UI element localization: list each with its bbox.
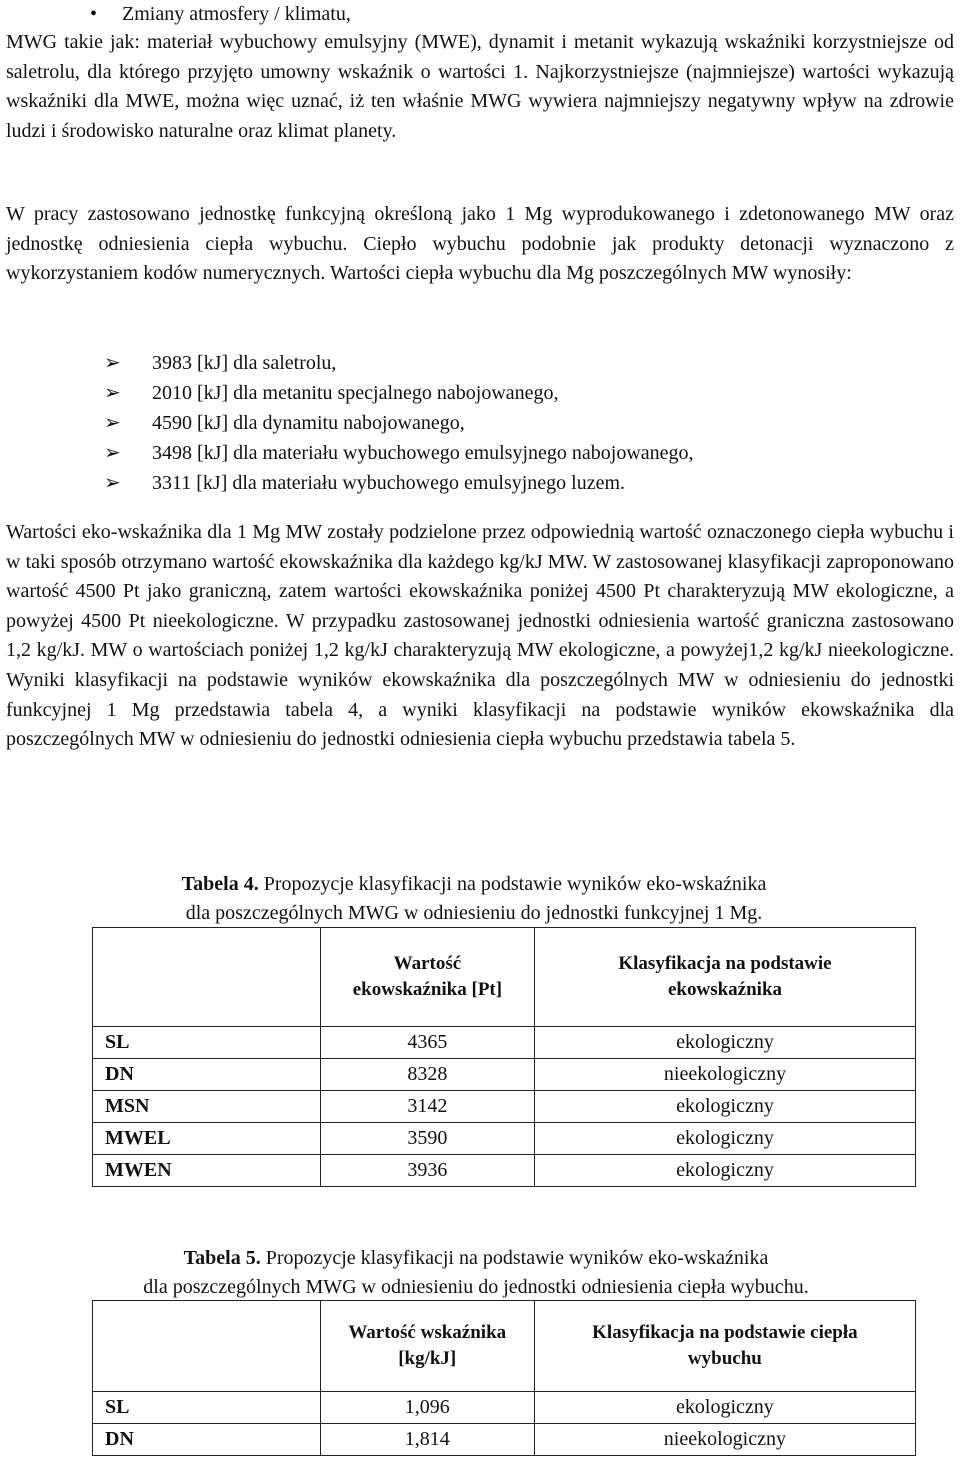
header-value-cell [320, 1301, 534, 1392]
header-class-line1: Klasyfikacja na podstawie ciepła [592, 1322, 858, 1343]
row-label: SL [93, 1392, 321, 1424]
table5 [92, 1300, 916, 1456]
row-label: SL [93, 1027, 321, 1059]
header-class-line1: Klasyfikacja na podstawie [618, 953, 832, 974]
table-row [93, 1123, 916, 1155]
arrow-bullet-icon: ➢ [104, 442, 121, 464]
table5-caption-label: Tabela 5. [183, 1247, 261, 1269]
row-label: MSN [93, 1091, 321, 1123]
row-class: nieekologiczny [535, 1059, 916, 1091]
arrow-bullet-icon: ➢ [104, 472, 121, 494]
header-class-cell [535, 928, 916, 1027]
table-header-row [93, 928, 916, 1027]
table4-caption-line1: Propozycje klasyfikacji na podstawie wyników eko-wskaźnika [258, 873, 767, 895]
row-class: ekologiczny [535, 1155, 916, 1187]
arrow-bullet-icon: ➢ [104, 382, 121, 404]
header-class-line2: ekowskaźnika [667, 979, 783, 1000]
table5-caption-line1: Propozycje klasyfikacji na podstawie wyników eko-wskaźnika [260, 1247, 769, 1269]
list-item-text: 3311 [kJ] dla materiału wybuchowego emulsyjnego luzem. [152, 472, 626, 494]
header-class-line2: wybuchu [687, 1348, 762, 1369]
header-value-line1: Wartość wskaźnika [348, 1322, 507, 1343]
row-class: ekologiczny [534, 1392, 915, 1424]
table5-caption [0, 1244, 956, 1302]
list-item-text: 2010 [kJ] dla metanitu specjalnego nabojowanego, [152, 382, 559, 404]
row-label: MWEL [93, 1123, 321, 1155]
table-row [93, 1091, 916, 1123]
header-value-line2: ekowskaźnika [Pt] [352, 979, 503, 1000]
list-item-text: 4590 [kJ] dla dynamitu nabojowanego, [152, 412, 465, 434]
row-value: 3142 [320, 1091, 534, 1123]
table4-caption-line2: dla poszczególnych MWG w odniesieniu do jednostki funkcyjnej 1 Mg. [185, 902, 763, 924]
table-row [93, 1392, 916, 1424]
bullet-dot-icon: • [90, 3, 98, 25]
row-label: DN [93, 1059, 321, 1091]
table-row [93, 1155, 916, 1187]
table4-caption [0, 870, 954, 928]
table-row [93, 1424, 916, 1456]
row-value: 1,096 [320, 1392, 534, 1424]
table-row [93, 1059, 916, 1091]
table-row [93, 1027, 916, 1059]
paragraph-mwg-comparison: MWG takie jak: materiał wybuchowy emulsyjny (MWE), dynamit i metanit wykazują wskaźniki korzystniejsze od saletrolu, dla którego przyjęto umowny wskaźnik o wartości 1. Najkorzystniejsze (najmniejsze) wartości wykazują wskaźniki dla MWE, można więc uznać, iż ten właśnie MWG wywiera najmniejszy negatywny wpływ na zdrowie ludzi i środowisko naturalne oraz klimat planety. [6, 31, 954, 142]
header-value-cell [320, 928, 534, 1027]
row-class: nieekologiczny [534, 1424, 915, 1456]
header-empty-cell [93, 928, 321, 1027]
paragraph-classification: Wartości eko-wskaźnika dla 1 Mg MW zostały podzielone przez odpowiednią wartość oznaczonego ciepła wybuchu i w taki sposób otrzymano wartość ekowskaźnika dla każdego kg/kJ MW. W zastosowanej klasyfikacji zaproponowano wartość 4500 Pt jako graniczną, zatem wartości ekowskaźnika poniżej 4500 Pt charakteryzują MW ekologiczne, a powyżej 4500 Pt nieekologiczne. W przypadku zastosowanej jednostki odniesienia wartość graniczna zastosowano 1,2 kg/kJ. MW o wartościach poniżej 1,2 kg/kJ charakteryzują MW ekologiczne, a powyżej1,2 kg/kJ nieekologiczne. Wyniki klasyfikacji na podstawie wyników ekowskaźnika dla poszczególnych MW w odniesieniu do jednostki funkcyjnej 1 Mg przedstawia tabela 4, a wyniki klasyfikacji na podstawie wyników ekowskaźnika dla poszczególnych MW w odniesieniu do jednostki odniesienia ciepła wybuchu przedstawia tabela 5. [6, 521, 954, 751]
header-empty-cell [93, 1301, 321, 1392]
row-label: DN [93, 1424, 321, 1456]
list-item-text: 3498 [kJ] dla materiału wybuchowego emulsyjnego nabojowanego, [152, 442, 694, 464]
row-value: 1,814 [320, 1424, 534, 1456]
table5-caption-line2: dla poszczególnych MWG w odniesieniu do jednostki odniesienia ciepła wybuchu. [143, 1276, 809, 1298]
table4-caption-label: Tabela 4. [181, 873, 259, 895]
list-item-text: 3983 [kJ] dla saletrolu, [152, 352, 337, 374]
row-label: MWEN [93, 1155, 321, 1187]
row-value: 3936 [320, 1155, 534, 1187]
header-value-line2: [kg/kJ] [398, 1348, 457, 1369]
header-value-line1: Wartość [393, 953, 462, 974]
row-class: ekologiczny [535, 1091, 916, 1123]
table-header-row [93, 1301, 916, 1392]
row-class: ekologiczny [535, 1027, 916, 1059]
bullet-item-text: Zmiany atmosfery / klimatu, [122, 3, 351, 25]
arrow-bullet-icon: ➢ [104, 352, 121, 374]
row-value: 8328 [320, 1059, 534, 1091]
arrow-bullet-icon: ➢ [104, 412, 121, 434]
row-value: 4365 [320, 1027, 534, 1059]
row-class: ekologiczny [535, 1123, 916, 1155]
paragraph-functional-unit: W pracy zastosowano jednostkę funkcyjną określoną jako 1 Mg wyprodukowanego i zdetonowanego MW oraz jednostkę odniesienia ciepła wybuchu. Ciepło wybuchu podobnie jak produkty detonacji wyznaczono z wykorzystaniem kodów numerycznych. Wartości ciepła wybuchu dla Mg poszczególnych MW wynosiły: [6, 203, 954, 285]
header-class-cell [534, 1301, 915, 1392]
table4 [92, 927, 916, 1187]
row-value: 3590 [320, 1123, 534, 1155]
